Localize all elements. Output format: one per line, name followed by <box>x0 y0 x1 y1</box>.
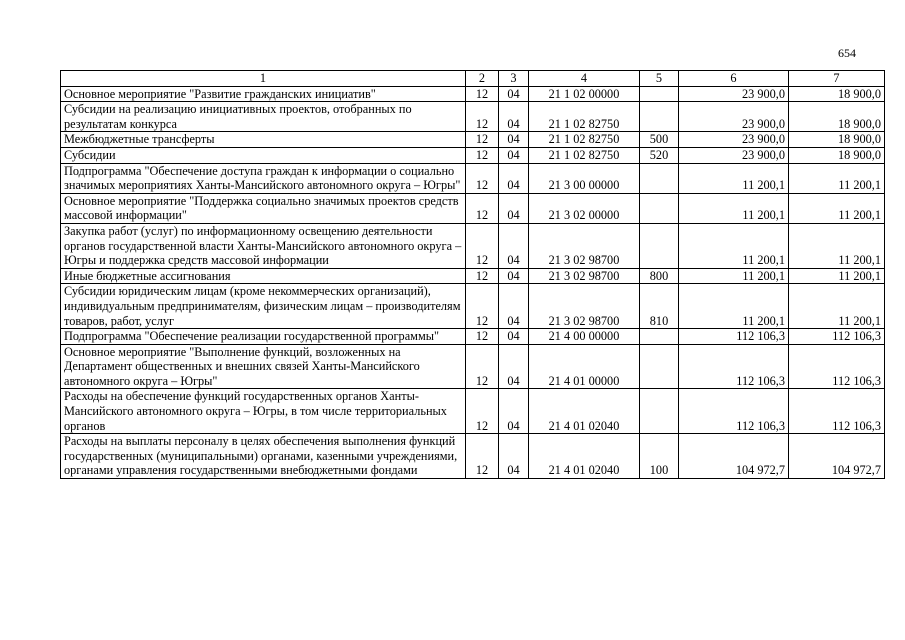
row-target-code: 21 1 02 00000 <box>529 86 640 102</box>
row-name: Межбюджетные трансферты <box>61 132 466 148</box>
table-row <box>61 86 885 102</box>
row-amount-2: 18 900,0 <box>789 102 885 132</box>
table-row <box>61 389 885 434</box>
row-subsection: 04 <box>499 344 529 389</box>
row-subsection: 04 <box>499 284 529 329</box>
row-amount-2: 11 200,1 <box>789 193 885 223</box>
budget-table <box>60 70 885 479</box>
table-row <box>61 102 885 132</box>
page-number: 654 <box>838 46 856 60</box>
row-amount-1: 11 200,1 <box>679 268 789 284</box>
row-expense-type: 100 <box>640 434 679 479</box>
row-amount-1: 11 200,1 <box>679 163 789 193</box>
row-name: Иные бюджетные ассигнования <box>61 268 466 284</box>
row-amount-1: 112 106,3 <box>679 344 789 389</box>
row-amount-2: 112 106,3 <box>789 329 885 345</box>
row-name: Субсидии юридическим лицам (кроме некоммерческих организаций), индивидуальным предпринимателям, физическим лицам – производителям товаров, работ, услуг <box>61 284 466 329</box>
row-target-code: 21 1 02 82750 <box>529 147 640 163</box>
row-section: 12 <box>466 268 499 284</box>
row-target-code: 21 3 02 98700 <box>529 284 640 329</box>
column-header: 4 <box>529 71 640 87</box>
column-header: 3 <box>499 71 529 87</box>
row-name: Расходы на выплаты персоналу в целях обеспечения выполнения функций государственных (муниципальными) органами, казенными учреждениями, органами управления государственными внебюджетными фондами <box>61 434 466 479</box>
row-subsection: 04 <box>499 389 529 434</box>
table-row <box>61 132 885 148</box>
table-row <box>61 163 885 193</box>
row-subsection: 04 <box>499 329 529 345</box>
row-amount-1: 112 106,3 <box>679 329 789 345</box>
table-header-row <box>61 71 885 87</box>
row-section: 12 <box>466 86 499 102</box>
row-amount-2: 112 106,3 <box>789 344 885 389</box>
table-row <box>61 223 885 268</box>
row-subsection: 04 <box>499 147 529 163</box>
row-amount-2: 112 106,3 <box>789 389 885 434</box>
column-header: 6 <box>679 71 789 87</box>
row-subsection: 04 <box>499 86 529 102</box>
column-header: 7 <box>789 71 885 87</box>
row-amount-1: 11 200,1 <box>679 284 789 329</box>
row-subsection: 04 <box>499 193 529 223</box>
row-amount-2: 11 200,1 <box>789 163 885 193</box>
row-subsection: 04 <box>499 434 529 479</box>
row-name: Основное мероприятие "Поддержка социально значимых проектов средств массовой информации" <box>61 193 466 223</box>
row-name: Подпрограмма "Обеспечение реализации государственной программы" <box>61 329 466 345</box>
row-section: 12 <box>466 434 499 479</box>
row-subsection: 04 <box>499 268 529 284</box>
row-expense-type <box>640 193 679 223</box>
row-amount-2: 104 972,7 <box>789 434 885 479</box>
row-name: Основное мероприятие "Выполнение функций, возложенных на Департамент общественных и внешних связей Ханты-Мансийского автономного округа – Югры" <box>61 344 466 389</box>
row-section: 12 <box>466 344 499 389</box>
table-row <box>61 344 885 389</box>
row-amount-1: 23 900,0 <box>679 132 789 148</box>
row-amount-2: 11 200,1 <box>789 268 885 284</box>
row-subsection: 04 <box>499 223 529 268</box>
row-section: 12 <box>466 284 499 329</box>
row-amount-2: 11 200,1 <box>789 223 885 268</box>
table-row <box>61 434 885 479</box>
row-expense-type <box>640 329 679 345</box>
row-section: 12 <box>466 193 499 223</box>
row-target-code: 21 3 02 00000 <box>529 193 640 223</box>
row-name: Субсидии на реализацию инициативных проектов, отобранных по результатам конкурса <box>61 102 466 132</box>
row-name: Основное мероприятие "Развитие гражданских инициатив" <box>61 86 466 102</box>
row-expense-type <box>640 86 679 102</box>
row-subsection: 04 <box>499 102 529 132</box>
row-section: 12 <box>466 132 499 148</box>
row-target-code: 21 1 02 82750 <box>529 132 640 148</box>
row-amount-2: 18 900,0 <box>789 86 885 102</box>
row-expense-type <box>640 102 679 132</box>
column-header: 2 <box>466 71 499 87</box>
column-header: 1 <box>61 71 466 87</box>
row-subsection: 04 <box>499 163 529 193</box>
row-expense-type: 800 <box>640 268 679 284</box>
column-header: 5 <box>640 71 679 87</box>
row-expense-type <box>640 223 679 268</box>
row-target-code: 21 4 00 00000 <box>529 329 640 345</box>
row-target-code: 21 3 02 98700 <box>529 268 640 284</box>
row-amount-1: 11 200,1 <box>679 193 789 223</box>
row-target-code: 21 1 02 82750 <box>529 102 640 132</box>
table-row <box>61 193 885 223</box>
row-name: Подпрограмма "Обеспечение доступа граждан к информации о социально значимых мероприятиях Ханты-Мансийского автономного округа – Югры" <box>61 163 466 193</box>
row-expense-type <box>640 389 679 434</box>
row-target-code: 21 4 01 00000 <box>529 344 640 389</box>
row-section: 12 <box>466 389 499 434</box>
row-name: Субсидии <box>61 147 466 163</box>
table-row <box>61 329 885 345</box>
row-amount-1: 23 900,0 <box>679 86 789 102</box>
row-name: Закупка работ (услуг) по информационному освещению деятельности органов государственной власти Ханты-Мансийского автономного округа – Югры и поддержка средств массовой информации <box>61 223 466 268</box>
table-row <box>61 284 885 329</box>
row-amount-1: 23 900,0 <box>679 147 789 163</box>
table-row <box>61 147 885 163</box>
row-expense-type <box>640 163 679 193</box>
row-target-code: 21 4 01 02040 <box>529 389 640 434</box>
row-section: 12 <box>466 223 499 268</box>
row-expense-type: 810 <box>640 284 679 329</box>
row-expense-type: 520 <box>640 147 679 163</box>
row-target-code: 21 3 02 98700 <box>529 223 640 268</box>
row-section: 12 <box>466 163 499 193</box>
row-expense-type: 500 <box>640 132 679 148</box>
row-amount-2: 18 900,0 <box>789 147 885 163</box>
row-name: Расходы на обеспечение функций государственных органов Ханты-Мансийского автономного округа – Югры, в том числе территориальных органов <box>61 389 466 434</box>
row-target-code: 21 4 01 02040 <box>529 434 640 479</box>
row-amount-2: 18 900,0 <box>789 132 885 148</box>
row-target-code: 21 3 00 00000 <box>529 163 640 193</box>
row-amount-1: 104 972,7 <box>679 434 789 479</box>
row-section: 12 <box>466 329 499 345</box>
row-amount-1: 112 106,3 <box>679 389 789 434</box>
row-expense-type <box>640 344 679 389</box>
row-amount-1: 11 200,1 <box>679 223 789 268</box>
row-section: 12 <box>466 147 499 163</box>
row-amount-1: 23 900,0 <box>679 102 789 132</box>
row-subsection: 04 <box>499 132 529 148</box>
row-section: 12 <box>466 102 499 132</box>
table-row <box>61 268 885 284</box>
row-amount-2: 11 200,1 <box>789 284 885 329</box>
